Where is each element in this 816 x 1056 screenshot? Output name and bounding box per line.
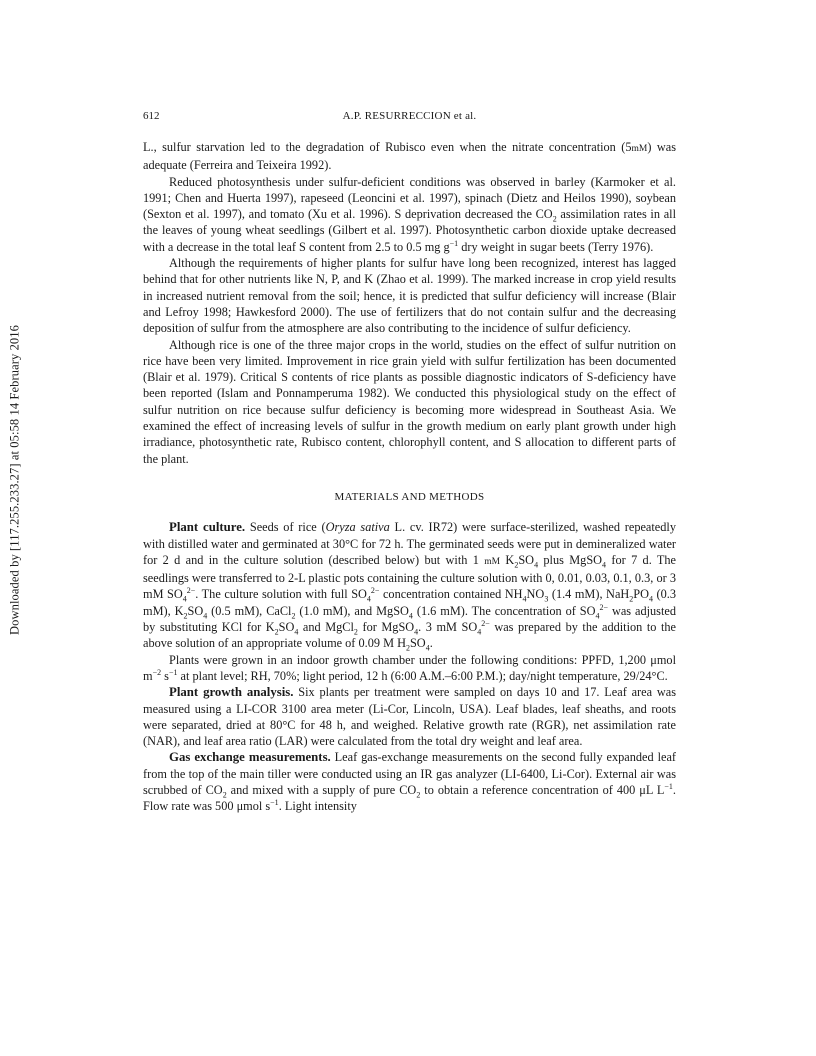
paragraph-growth-conditions: Plants were grown in an indoor growth chamber under the following conditions: PPFD, 1,200 μmol $m^{-2}$ $s^{-1}$ at plant level; RH, 70%; light period, 12 h (6:00 A.M.–6:00 P.M.); day/night temperature, 29/24°C. [143,652,676,683]
paragraph-plant-culture: Plant culture. Seeds of rice (Oryza sativa L. cv. IR72) were surface-sterilized, washed repeatedly with distilled water and germinated at 30°C for 72 h. The germinated seeds were put in demineralized water for 2 d and in the culture solution (described below) but with 1 mM $K_2SO_4$ plus MgSO$_4$ for 7 d. The seedlings were transferred to 2-L plastic pots containing the culture solution with 0, 0.01, 0.03, 0.1, 0.3, or 3 mM $SO_4^{2-}$. The culture solution with full $SO_4^{2-}$ concentration contained $NH_4NO_3$ (1.4 mM), $NaH_2PO_4$ (0.3 mM), $K_2SO_4$ (0.5 mM), CaCl$_2$ (1.0 mM), and MgSO$_4$ (1.6 mM). The concentration of $SO_4^{2-}$ was adjusted by substituting KCl for $K_2SO_4$ and MgCl$_2$ for MgSO$_4$. 3 mM $SO_4^{2-}$ was prepared by the addition to the above solution of an appropriate volume of 0.09 M $H_2SO_4$. [143,520,677,653]
running-head: A.P. RESURRECCION et al. [342,110,477,122]
paragraph-growth-analysis: Plant growth analysis. Six plants per treatment were sampled on days 10 and 17. Leaf area was measured using a LI-COR 3100 area meter (Li-Cor, Lincoln, USA). Leaf blades, leaf sheaths, and roots were separated, dried at 80°C for 48 h, and weighed. Relative growth rate (RGR), net assimilation rate (NAR), and leaf area ratio (LAR) were calculated from the total dry weight and leaf area. [143,685,677,749]
paragraph-4: Although rice is one of the three major crops in the world, studies on the effect of sulfur nutrition on rice have been very limited. Improvement in rice grain yield with sulfur fertilization has been documented (Blair et al. 1979). Critical S contents of rice plants as possible diagnostic indicators of S-deficiency have been reported (Islam and Ponnamperuma 1982). We conducted this physiological study on the effect of sulfur nutrition on rice because sulfur deficiency is becoming more widespread in Southeast Asia. We examined the effect of increasing levels of sulfur in the growth medium on early plant growth under high irradiance, photosynthetic rate, Rubisco content, chlorophyll content, and S allocation to different parts of the plant. [143,337,676,466]
page-header [143,110,676,128]
section-heading-materials-methods: MATERIALS AND METHODS [334,490,485,503]
run-in-heading-plant-culture: Plant culture. [169,520,246,535]
paragraph-gas-exchange: Gas exchange measurements. Leaf gas-exchange measurements on the second fully expanded leaf from the top of the main tiller were conducted using an IR gas analyzer (LI-6400, Li-Cor). External air was scrubbed of $CO_2$ and mixed with a supply of pure $CO_2$ to obtain a reference concentration of 400 μL $L^{-1}$. Flow rate was 500 μmol $s^{-1}$. Light intensity [143,750,676,814]
paragraph-1: L., sulfur starvation led to the degradation of Rubisco even when the nitrate concentration (5mM) was adequate (Ferreira and Teixeira 1992). [143,140,676,173]
download-stamp [0,300,30,660]
download-stamp-text: Downloaded by [117.255.233.27] at 05:58 14 February 2016 [7,325,22,635]
run-in-heading-growth-analysis: Plant growth analysis. [169,685,294,700]
paragraph-2: Reduced photosynthesis under sulfur-deficient conditions was observed in barley (Karmoker et al. 1991; Chen and Huerta 1997), rapeseed (Leoncini et al. 1997), spinach (Dietz and Heilos 1990), soybean (Sexton et al. 1997), and tomato (Xu et al. 1996). S deprivation decreased the $CO_2$ assimilation rates in all the leaves of young wheat seedlings (Gilbert et al. 1997). Photosynthetic carbon dioxide uptake decreased with a decrease in the total leaf S content from 2.5 to 0.5 mg $g^{-1}$ dry weight in sugar beets (Terry 1976). [143,174,676,254]
page-number: 612 [143,110,160,122]
paragraph-3: Although the requirements of higher plants for sulfur have long been recognized, interest has lagged behind that for other nutrients like N, P, and K (Zhao et al. 1999). The marked increase in crop yield results in increased nutrient removal from the soil; hence, it is predicted that sulfur deficiency will increase (Blair and Lefroy 1998; Hawkesford 2000). The use of fertilizers that do not contain sulfur and the decreasing deposition of sulfur from the atmosphere are also contributing to the incidence of sulfur deficiency. [143,256,676,336]
run-in-heading-gas-exchange: Gas exchange measurements. [169,750,331,765]
article-body [143,139,676,815]
